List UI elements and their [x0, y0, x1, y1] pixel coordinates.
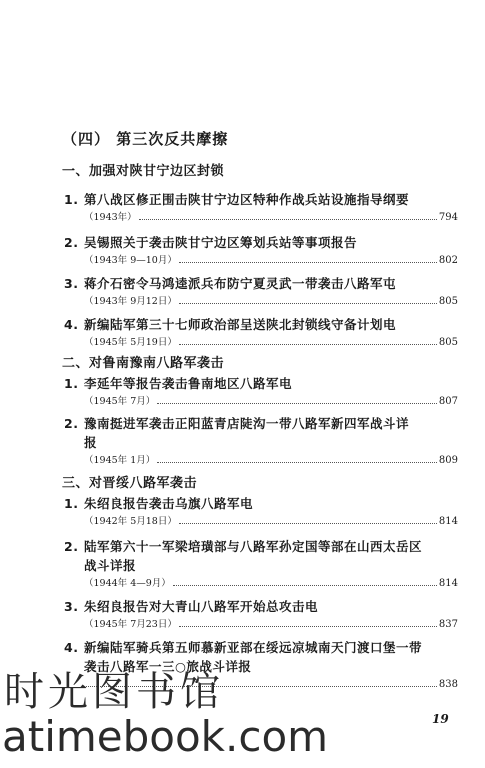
entry-date: （1945年 7月23日）	[84, 619, 177, 630]
entry-date: （1944年 4—9月）	[84, 578, 171, 589]
entry-number: 1.	[64, 192, 79, 207]
entry-title: 蒋介石密令马鸿逵派兵布防宁夏灵武一带袭击八路军屯	[84, 276, 397, 291]
entry-number: 2.	[64, 416, 79, 431]
toc-entry	[64, 494, 458, 529]
entry-number: 4.	[64, 317, 79, 332]
entry-number: 1.	[64, 376, 79, 391]
entry-number: 2.	[64, 235, 79, 250]
toc-entry	[64, 233, 458, 268]
watermark-url: atimebook.com	[2, 712, 329, 761]
entry-title: 豫南挺进军袭击正阳蓝青店陡沟一带八路军新四军战斗详	[84, 416, 410, 431]
subsection-heading-2: 二、对鲁南豫南八路军袭击	[62, 356, 225, 371]
entry-title: 新编陆军第三十七师政治部呈送陕北封锁线守备计划电	[84, 317, 397, 332]
section-heading: （四） 第三次反共摩擦	[62, 130, 229, 148]
leader-dots	[157, 402, 437, 404]
entry-page: 805	[438, 337, 458, 348]
toc-entry	[64, 597, 458, 632]
toc-entry	[64, 274, 458, 309]
entry-page: 814	[438, 516, 458, 527]
entry-title: 陆军第六十一军梁培璜部与八路军孙定国等部在山西太岳区	[84, 539, 423, 554]
toc-entry	[64, 537, 458, 591]
entry-page: 807	[438, 396, 458, 407]
entry-date: （1942年 5月18日）	[84, 516, 177, 527]
entry-number: 2.	[64, 539, 79, 554]
entry-page: 794	[438, 212, 458, 223]
leader-dots	[157, 461, 437, 463]
entry-title: 李延年等报告袭击鲁南地区八路军电	[84, 376, 293, 391]
entry-title-continued: 报	[84, 435, 98, 450]
entry-title: 朱绍良报告对大青山八路军开始总攻击电	[84, 599, 319, 614]
entry-page: 809	[438, 455, 458, 466]
entry-number: 1.	[64, 496, 79, 511]
toc-entry	[64, 190, 458, 225]
entry-date: （1943年）	[84, 212, 137, 223]
leader-dots	[179, 261, 437, 263]
entry-title: 吴锡照关于袭击陕甘宁边区筹划兵站等事项报告	[84, 235, 358, 250]
entry-date: （1943年 9月12日）	[84, 296, 177, 307]
leader-dots	[179, 625, 437, 627]
leader-dots	[179, 522, 437, 524]
entry-date: （1945年 7月）	[84, 396, 156, 407]
leader-dots	[179, 302, 437, 304]
entry-title-continued: 袭击八路军一三○旅战斗详报	[84, 659, 252, 674]
entry-date: （1945年 1月）	[84, 455, 156, 466]
entry-number: 4.	[64, 640, 79, 655]
entry-date: （1943年 9—10月）	[84, 255, 177, 266]
entry-title: 新编陆军骑兵第五师慕新亚部在绥远凉城南天门渡口堡一带	[84, 640, 423, 655]
entry-page: 805	[438, 296, 458, 307]
leader-dots	[139, 218, 437, 220]
entry-page: 802	[438, 255, 458, 266]
toc-entry	[64, 315, 458, 350]
entry-page: 838	[438, 679, 458, 690]
entry-date: （1945年 5月19日）	[84, 337, 177, 348]
toc-entry	[64, 374, 458, 409]
subsection-heading-3: 三、对晋绥八路军袭击	[62, 476, 198, 491]
leader-dots	[179, 343, 437, 345]
entry-title: 第八战区修正围击陕甘宁边区特种作战兵站设施指导纲要	[84, 192, 410, 207]
toc-entry	[64, 414, 458, 468]
entry-title-continued: 战斗详报	[84, 558, 137, 573]
entry-title: 朱绍良报告袭击乌旗八路军电	[84, 496, 254, 511]
entry-number: 3.	[64, 276, 79, 291]
subsection-heading-1: 一、加强对陕甘宁边区封锁	[62, 164, 225, 179]
entry-page: 814	[438, 578, 458, 589]
page-number: 19	[432, 712, 449, 726]
entry-number: 3.	[64, 599, 79, 614]
leader-dots	[173, 584, 437, 586]
watermark-title: 时光图书馆	[4, 669, 224, 715]
entry-page: 837	[438, 619, 458, 630]
